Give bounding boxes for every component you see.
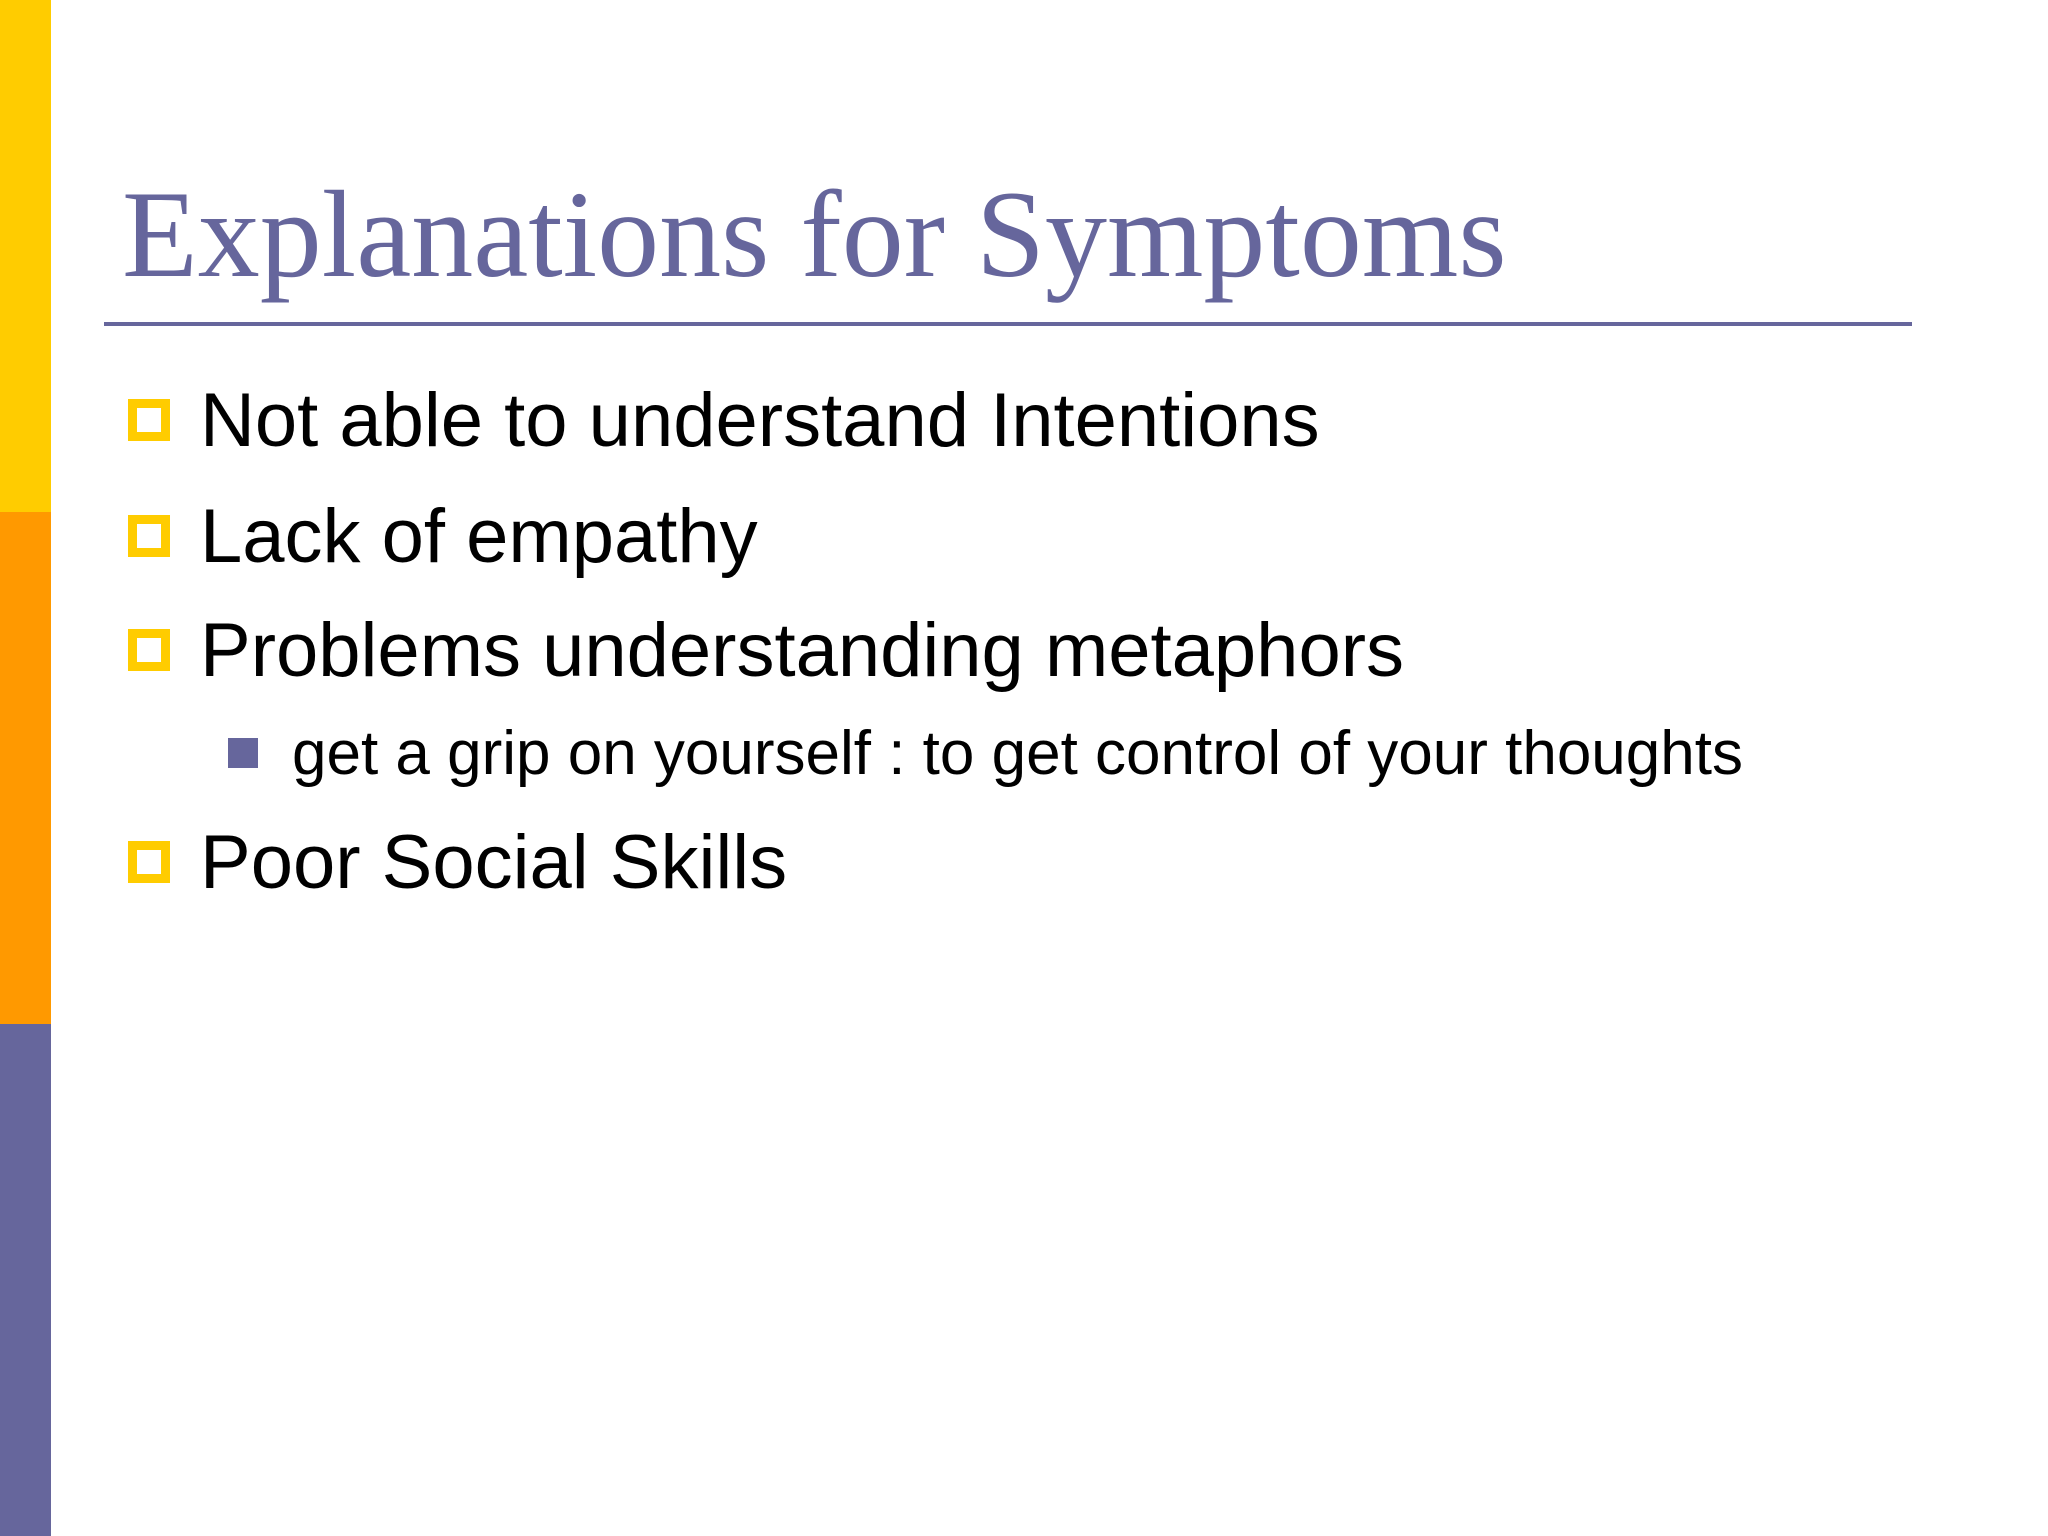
- slide-title: Explanations for Symptoms: [122, 166, 1507, 303]
- bullet-item: [128, 372, 1320, 468]
- sub-bullet-item: [228, 713, 1743, 793]
- bullet-item: [128, 602, 1404, 698]
- hollow-square-bullet-icon: [128, 629, 170, 671]
- hollow-square-bullet-icon: [128, 841, 170, 883]
- bullet-text: Not able to understand Intentions: [200, 377, 1320, 463]
- bullet-text: Poor Social Skills: [200, 819, 788, 905]
- hollow-square-bullet-icon: [128, 515, 170, 557]
- filled-square-bullet-icon: [228, 738, 258, 768]
- bullet-item: [128, 488, 758, 584]
- bullet-item: [128, 814, 787, 910]
- bullet-text: Lack of empathy: [200, 493, 758, 579]
- hollow-square-bullet-icon: [128, 399, 170, 441]
- bullet-text: Problems understanding metaphors: [200, 607, 1405, 693]
- sub-bullet-text: get a grip on yourself : to get control of your thoughts: [292, 718, 1743, 788]
